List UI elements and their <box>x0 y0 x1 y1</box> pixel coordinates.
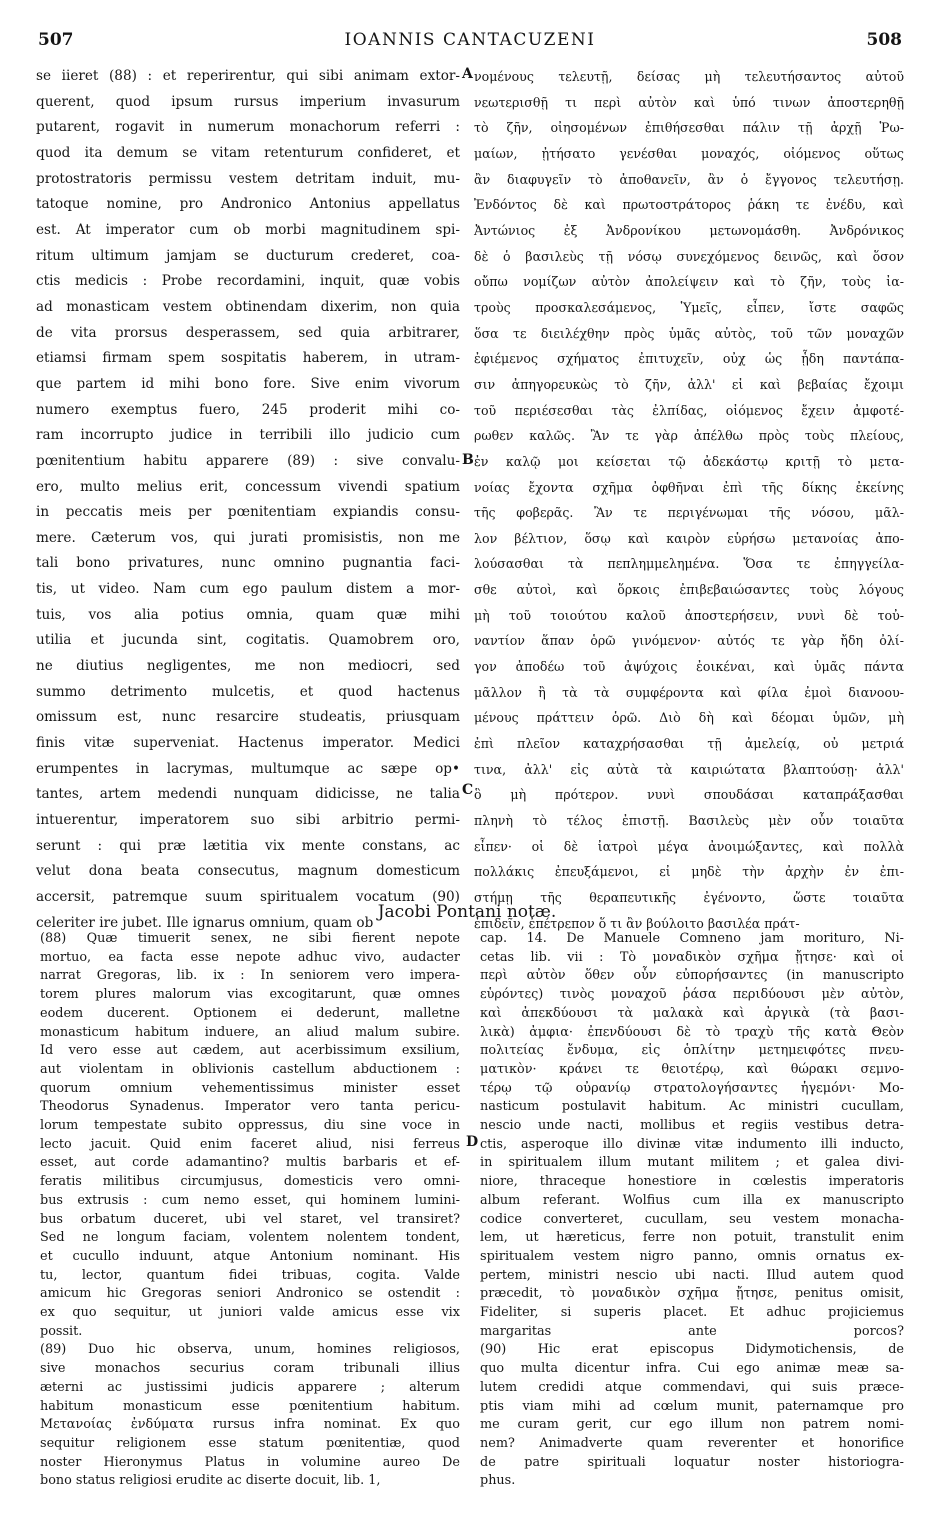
latin-text-line: ero, multo melius erit, concessum vivendi spatium <box>36 478 460 495</box>
latin-text-line: se iieret (88) : et reperirentur, qui sibi animam extor- <box>36 68 460 84</box>
greek-text-line: μᾶλλον ἢ τὰ τὰ συμφέροντα καὶ φίλα ἐμοὶ διανοου- <box>474 684 904 700</box>
greek-text-line: σθε αὐτοὶ, καὶ ὅρκοις ἐπιβεβαιώσαντες τοὺς λόγους <box>474 582 904 598</box>
note-line: cap. 14. De Manuele Comneno jam morituro, Ni- <box>480 931 904 946</box>
greek-text-line: στήμῃ τῆς θεραπευτικῆς ἐγένοντο, ὥστε τοιαῦτα <box>474 890 904 905</box>
note-line: λικὰ) ἀμφια· ἐπενδύουσι δὲ τὸ τραχὺ τῆς κατὰ Θεὸν <box>480 1024 904 1040</box>
latin-text-line: quod ita demum se vitam retenturum confideret, et <box>36 144 460 161</box>
running-title: IOANNIS CANTACUZENI <box>344 30 596 50</box>
note-line: (90) Hic erat episcopus Didymotichensis, de <box>480 1342 904 1358</box>
note-line: εὑρόντες) τινὸς μοναχοῦ ῥάσα περιδύουσι μὲν αὐτὸν, <box>480 987 904 1003</box>
note-line: feratis militibus circumjusus, domesticis vero omni- <box>40 1174 460 1190</box>
latin-text-line: numero exemptus fuero, 245 proderit mihi co- <box>36 401 460 418</box>
greek-text-line: Ἀντώνιος ἐξ Ἀνδρονίκου μετωνομάσθη. Ἀνδρόνικος <box>474 222 904 238</box>
latin-text-line: ad monasticam vestem obtinendam dixerim, non quia <box>36 298 460 315</box>
greek-text-line: ἂν διαφυγεῖν τὸ ἀποθανεῖν, ἂν ὁ ἔγγονος τελευτήσῃ. <box>474 171 904 187</box>
latin-text-column <box>36 64 460 931</box>
note-line: lecto jacuit. Quid enim faceret aliud, nisi ferreus <box>40 1136 460 1152</box>
note-line: me curam gerit, cur ego illum non patrem nomi- <box>480 1417 904 1433</box>
greek-text-line: ἐπιδεῖν, ἐπέτρεπον ὅ τι ἂν βούλοιτο βασιλέα πράτ- <box>474 915 800 931</box>
latin-text-line: summo detrimento mulcetis, et quod hactenus <box>36 683 460 700</box>
page-number-left: 507 <box>38 30 74 50</box>
note-line: nescio unde nacti, mollibus et regiis vestibus detra- <box>480 1118 904 1134</box>
greek-text-line: ἐφιέμενος σχήματος ἐπιτυχεῖν, οὐχ ὡς ᾗδη παντάπα- <box>474 351 904 367</box>
note-line: sequitur religionem esse statum pœnitentiæ, quod <box>40 1435 460 1451</box>
notes-left-column <box>40 930 460 1520</box>
latin-text-line: est. At imperator cum ob morbi magnitudinem spi- <box>36 221 460 238</box>
latin-text-line: in peccatis meis per pœnitentiam expiandis consu- <box>36 504 460 521</box>
note-line: pertem, ministri nescio ubi nacti. Illud autem quod <box>480 1267 904 1283</box>
note-line: Sed ne longum faciam, volentem nolentem tondent, <box>40 1230 460 1246</box>
latin-text-line: mere. Cæterum vos, qui jurati promisistis, non me <box>36 529 460 546</box>
note-line: lorum tempestate subito oppressus, diu sine voce in <box>40 1118 460 1134</box>
greek-text-line: τινα, ἀλλ' εἰς αὐτὰ τὰ καιριώτατα βλαπτούσῃ· ἀλλ' <box>474 761 904 777</box>
note-line: Theodorus Synadenus. Imperator vero tanta pericu- <box>40 1099 460 1115</box>
note-line: ματικὸν· κράνει τε θειοτέρῳ, καὶ θώρακι σεμνο- <box>480 1061 904 1077</box>
greek-text-line: τὸ ζῆν, οἰησομένων ἐπιθήσεσθαι πάλιν τῇ ἀρχῇ Ῥω- <box>474 120 904 136</box>
note-line: lem, ut hæreticus, ferre non potuit, transtulit enim <box>480 1230 904 1246</box>
latin-text-line: tantes, artem medendi nunquam didicisse, ne talia <box>36 786 460 803</box>
greek-text-line: πληνὴ τὸ τέλος ἐπιστῇ. Βασιλεὺς μὲν οὖν τοιαῦτα <box>474 813 904 829</box>
latin-text-line: putarent, rogavit in numerum monachorum referri : <box>36 119 460 136</box>
latin-text-line: celeriter ire jubet. Ille ignarus omnium, quam ob <box>36 914 374 931</box>
greek-text-line: λον βέλτιον, ὅσῳ καὶ καιρὸν εὑρήσω μετανοίας ἀπο- <box>474 530 904 546</box>
page-header <box>38 30 902 56</box>
note-line: nem? Animadverte quam reverenter et honorifice <box>480 1435 904 1451</box>
greek-text-line: νεωτερισθῇ τι περὶ αὐτὸν καὶ ὑπό τινων ἀποστερηθῇ <box>474 94 904 110</box>
note-line: sive monachos securius coram tribunali illius <box>40 1361 460 1377</box>
note-line: phus. <box>480 1473 516 1489</box>
note-line: τέρῳ τῷ οὐρανίῳ στρατολογήσαντες ἡγεμόνι· Mo- <box>480 1080 904 1096</box>
note-line: monasticum habitum induere, an aliud malum subire. <box>40 1024 460 1040</box>
note-line: Fideliter, si superis placet. Et adhuc projiciemus <box>480 1305 904 1321</box>
note-line: in spiritualem illum mutant militem ; et galea divi- <box>480 1155 904 1171</box>
greek-text-line: λούσασθαι τὰ πεπλημμελημένα. Ὅσα τε ἐπηγγείλα- <box>474 556 904 572</box>
note-line: torem plures malorum vias excogitarunt, quæ omnes <box>40 987 460 1003</box>
note-line: (89) Duo hic observa, unum, homines religiosos, <box>40 1342 460 1358</box>
note-line: περὶ αὐτὸν ὅθεν οὖν εὐπορήσαντες (in manuscripto <box>480 968 904 984</box>
note-line: noster Hieronymus Platus in volumine aureo De <box>40 1454 460 1470</box>
note-line: spiritualem vestem nigro panno, omnis ornatus ex- <box>480 1248 904 1264</box>
latin-text-line: de vita prorsus desperassem, sed quia arbitrarer, <box>36 324 460 341</box>
greek-text-line: ναντίον ἅπαν ὁρῶ γινόμενον· αὐτός τε γὰρ ἤδη ὀλί- <box>474 633 904 649</box>
note-line: quo multa dicentur infra. Cui ego animæ meæ sa- <box>480 1361 904 1377</box>
greek-text-line: ὅσα τε διειλέχθην πρὸς ὑμᾶς αὐτὸς, τοῦ τῶν μοναχῶν <box>474 325 904 341</box>
latin-text-line: etiamsi firmam spem sospitatis haberem, in utram- <box>36 350 460 367</box>
latin-text-line: ctis medicis : Probe recordamini, inquit, quæ vobis <box>36 273 460 290</box>
greek-text-line: δὲ ὁ βασιλεὺς τῇ νόσῳ συνεχόμενος δεινῶς, καὶ ὅσον <box>474 248 904 264</box>
latin-text-line: velut dona beata consecutus, magnum domesticum <box>36 863 460 880</box>
latin-text-line: protostratoris permissu vestem detritam induit, mu- <box>36 170 460 187</box>
note-line: esset, aut corde adamantino? multis barbaris et ef- <box>40 1155 460 1171</box>
greek-text-line: γον ἀποδέω τοῦ ἀψύχοις ἐοικέναι, καὶ ὑμᾶς πάντα <box>474 659 904 675</box>
note-line: πολιτείας ἔνδυμα, εἰς ὁπλίτην μετημειφότες πνευ- <box>480 1043 904 1059</box>
latin-text-line: finis vitæ superveniat. Hactenus imperator. Medici <box>36 735 460 752</box>
note-line: margaritas ante porcos? <box>480 1323 904 1339</box>
latin-text-line: ne diutius negligentes, me non mediocri, sed <box>36 658 460 675</box>
latin-text-line: erumpentes in lacrymas, multumque ac sæpe op• <box>36 760 460 777</box>
note-line: mortuo, ea facta esse nepote adhuc vivo, audacter <box>40 949 460 965</box>
margin-marker-a: A <box>462 66 473 82</box>
note-line: habitum monasticum esse pœnitentium habitum. <box>40 1398 460 1414</box>
greek-text-line: νοίας ἔχοντα σχῆμα ὀφθῆναι ἐπὶ τῆς δίκης ἐκείνης <box>474 479 904 495</box>
greek-text-line: εἶπεν· οἱ δὲ ἰατροὶ μέγα ἀνοιμώξαντες, καὶ πολλὰ <box>474 838 904 854</box>
latin-text-line: que partem id mihi bono fore. Sive enim vivorum <box>36 375 460 392</box>
note-line: de patre spirituali loquatur noster historiogra- <box>480 1454 904 1470</box>
greek-text-line: οὔπω νομίζων αὐτὸν ἀπολείψειν καὶ τὸ ζῆν, τοὺς ἰα- <box>474 274 904 290</box>
note-line: lutem credidi atque commendavi, qui suis præce- <box>480 1379 904 1395</box>
latin-text-line: pœnitentium habitu apparere (89) : sive convalu- <box>36 452 460 469</box>
note-line: tu, lector, quantum fidei tribuas, cogita. Valde <box>40 1267 460 1283</box>
latin-text-line: utilia et jucunda sint, cogitatis. Quamobrem oro, <box>36 632 460 649</box>
latin-text-line: serunt : qui præ lætitia vix mente constans, ac <box>36 837 460 854</box>
note-line: Id vero esse aut cædem, aut acerbissimum exsilium, <box>40 1043 460 1059</box>
greek-text-line: ἐπὶ πλεῖον καταχρήσασθαι τῇ ἀμελείᾳ, οὐ μετριά <box>474 736 904 752</box>
greek-text-line: μένους πράττειν ὁρῶ. Διὸ δὴ καὶ δέομαι ὑμῶν, μὴ <box>474 710 904 726</box>
note-line: album referant. Wolfius cum illa ex manuscripto <box>480 1192 904 1208</box>
notes-title: Jacobi Pontani notæ. <box>377 902 557 922</box>
latin-text-line: tatoque nomine, pro Andronico Antonius appellatus <box>36 196 460 213</box>
latin-text-line: ritum ultimum jamjam se ducturum crederet, coa- <box>36 247 460 264</box>
margin-marker-c: C <box>462 782 474 798</box>
note-line: possit. <box>40 1323 83 1339</box>
note-line: niore, thraceque honestiore in cœlestis imperatoris <box>480 1174 904 1190</box>
greek-text-line: τοῦ περιέσεσθαι τὰς ἐλπίδας, οἰόμενος ἔχειν ἀμφοτέ- <box>474 402 904 418</box>
latin-text-line: querent, quod ipsum rursus imperium invasurum <box>36 93 460 110</box>
margin-marker-d: D <box>466 1134 479 1150</box>
note-line: bus extrusis : cum nemo esset, qui hominem lumini- <box>40 1192 460 1208</box>
latin-text-line: tis, ut video. Nam cum ego paulum distem a mor- <box>36 581 460 598</box>
note-line: ctis, asperoque illo divinæ vitæ indumento illi inducto, <box>480 1136 904 1152</box>
latin-text-line: intuerentur, imperatorem suo sibi arbitrio permi- <box>36 812 460 829</box>
latin-text-line: tuis, vos alia potius omnia, quam quæ mihi <box>36 606 460 623</box>
greek-text-line: τροὺς προσκαλεσάμενος, Ὑμεῖς, εἶπεν, ἴστε σαφῶς <box>474 299 904 315</box>
notes-right-column <box>480 930 904 1520</box>
note-line: narrat Gregoras, lib. ix : In seniorem vero impera- <box>40 968 460 984</box>
note-line: ptis viam mihi ad cœlum munit, paternamque pro <box>480 1398 904 1414</box>
note-line: bono status religiosi erudite ac diserte docuit, lib. 1, <box>40 1473 381 1489</box>
greek-text-line: νομένους τελευτῇ, δείσας μὴ τελευτήσαντος αὐτοῦ <box>474 69 904 84</box>
greek-text-line: πολλάκις ἐπευξάμενοι, εἰ μηδὲ τὴν ἀρχὴν ἐν ἐπι- <box>474 864 904 880</box>
latin-text-line: ram incorrupto judice in terribili illo judicio cum <box>36 427 460 444</box>
greek-text-line: ἐν καλῷ μοι κείσεται τῷ ἀδεκάστῳ κριτῇ τὸ μετα- <box>474 453 904 469</box>
note-line: eodem ducerent. Optionem ei dederunt, malletne <box>40 1005 460 1021</box>
greek-text-line: ὃ μὴ πρότερον. νυνὶ σπουδάσαι καταπράξασθαι <box>474 787 904 803</box>
greek-text-line: μαίων, ᾐτήσατο γενέσθαι μοναχός, οἰόμενος οὕτως <box>474 145 904 161</box>
note-line: ex quo sequitur, ut juniori valde amicus esse vix <box>40 1305 460 1321</box>
greek-text-line: ρωθεν καλῶς. Ἂν τε γὰρ ἀπέλθω πρὸς τοὺς πλείους, <box>474 428 904 444</box>
note-line: καὶ ἀπεκδύουσι τὰ μαλακὰ καὶ ἀργικὰ (τὰ βασι- <box>480 1005 904 1021</box>
page-number-right: 508 <box>866 30 902 50</box>
note-line: æterni ac justissimi judicis apparere ; alterum <box>40 1379 460 1395</box>
greek-text-column <box>474 64 904 931</box>
latin-text-line: omissum est, nunc resarcire studeatis, priusquam <box>36 709 460 726</box>
greek-text-line: μὴ τοῦ τοιούτου καλοῦ ἀποστερήσειν, νυνὶ δὲ τοὐ- <box>474 607 904 623</box>
margin-marker-b: B <box>462 452 474 468</box>
greek-text-line: τῆς φοβερᾶς. Ἂν τε περιγένωμαι τῆς νόσου, μᾶλ- <box>474 505 904 521</box>
latin-text-line: tali bono privatures, nunc omnino pugnantia faci- <box>36 555 460 572</box>
latin-text-line: accersit, patremque suum spiritualem vocatum (90) <box>36 889 460 905</box>
note-line: aut violentam in oblivionis castellum abductionem : <box>40 1061 460 1077</box>
note-line: (88) Quæ timuerit senex, ne sibi fierent nepote <box>40 931 460 946</box>
note-line: quorum omnium vehementissimus minister esset <box>40 1080 460 1096</box>
note-line: amicum hic Gregoras seniori Andronico se ostendit : <box>40 1286 460 1302</box>
greek-text-line: σιν ἀπηγορευκὼς τὸ ζῆν, ἀλλ' εἰ καὶ βεβαίας ἔχοιμι <box>474 376 904 392</box>
greek-text-line: Ἐνδόντος δὲ καὶ πρωτοστράτορος ῥάκη τε ἐνέδυ, καὶ <box>474 197 904 213</box>
note-line: nasticum postulavit habitum. Ac ministri cucullam, <box>480 1099 904 1115</box>
note-line: bus orbatum duceret, ubi vel staret, vel transiret? <box>40 1211 460 1227</box>
note-line: codice converteret, cucullam, seu vestem monacha- <box>480 1211 904 1227</box>
note-line: et cucullo induunt, atque Antonium nominant. His <box>40 1248 460 1264</box>
note-line: cetas lib. vii : Τὸ μοναδικὸν σχῆμα ᾔτησε· καὶ οἱ <box>480 949 904 965</box>
note-line: Μετανοίας ἐνδύματα rursus infra nominat. Ex quo <box>40 1417 460 1433</box>
note-line: præcedit, τὸ μοναδικὸν σχῆμα ᾔτησε, penitus omisit, <box>480 1286 904 1302</box>
